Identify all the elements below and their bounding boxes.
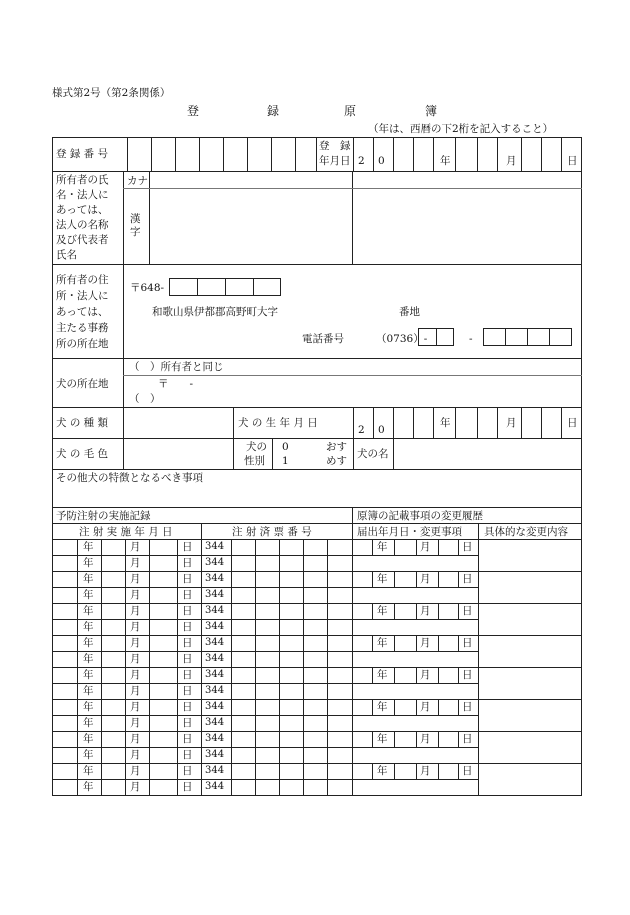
vaccination-month: 月 bbox=[130, 765, 141, 777]
male-option[interactable]: おす bbox=[326, 441, 347, 453]
grid-line bbox=[416, 603, 417, 619]
grid-line bbox=[372, 635, 373, 651]
town-name: 和歌山県伊都郡高野町大字 bbox=[152, 306, 278, 318]
address-label: あっては、 bbox=[56, 306, 109, 318]
vaccination-year: 年 bbox=[83, 669, 94, 681]
history-year: 年 bbox=[377, 669, 388, 681]
ticket-prefix: 344 bbox=[205, 653, 225, 664]
year-digit: 0 bbox=[378, 424, 385, 436]
vaccination-month: 月 bbox=[130, 781, 141, 793]
grid-line bbox=[52, 171, 582, 172]
grid-line bbox=[458, 635, 459, 651]
kanji-label: 漢 bbox=[130, 213, 141, 225]
grid-line bbox=[373, 137, 374, 171]
vaccination-day: 日 bbox=[182, 685, 193, 697]
grid-line bbox=[52, 358, 582, 359]
grid-line bbox=[372, 667, 373, 683]
year-digit: 0 bbox=[378, 155, 385, 167]
title-char: 録 bbox=[267, 104, 280, 118]
ticket-prefix: 344 bbox=[205, 605, 225, 616]
grid-line bbox=[175, 137, 176, 171]
grid-line bbox=[416, 571, 417, 587]
year-digit: 2 bbox=[358, 155, 365, 167]
grid-line bbox=[352, 619, 478, 620]
grid-line bbox=[478, 523, 479, 795]
grid-line bbox=[352, 747, 478, 748]
history-day: 日 bbox=[462, 573, 473, 585]
grid-line bbox=[352, 555, 478, 556]
grid-line bbox=[123, 171, 124, 264]
address-label: 主たる事務 bbox=[56, 322, 109, 334]
vaccination-day: 日 bbox=[182, 541, 193, 553]
ticket-prefix: 344 bbox=[205, 765, 225, 776]
grid-line bbox=[372, 539, 373, 555]
vaccination-day: 日 bbox=[182, 701, 193, 713]
grid-line bbox=[438, 731, 439, 747]
vaccination-month: 月 bbox=[130, 557, 141, 569]
grid-line bbox=[352, 779, 478, 780]
ticket-prefix: 344 bbox=[205, 589, 225, 600]
grid-line bbox=[201, 523, 202, 539]
vaccination-year: 年 bbox=[83, 685, 94, 697]
vaccination-year: 年 bbox=[83, 653, 94, 665]
grid-line bbox=[372, 731, 373, 747]
owner-label: 所有者の氏 bbox=[56, 174, 109, 186]
history-month: 月 bbox=[420, 669, 431, 681]
history-day: 日 bbox=[462, 701, 473, 713]
ticket-prefix: 344 bbox=[205, 541, 225, 552]
phone-label: 電話番号 bbox=[302, 333, 344, 345]
vaccination-month: 月 bbox=[130, 701, 141, 713]
vaccination-year: 年 bbox=[83, 573, 94, 585]
grid-line bbox=[413, 137, 414, 171]
year-digit: 2 bbox=[358, 424, 365, 436]
history-detail-header: 具体的な変更内容 bbox=[484, 526, 568, 538]
history-day: 日 bbox=[462, 605, 473, 617]
title-char: 簿 bbox=[425, 104, 438, 118]
grid-line bbox=[394, 731, 395, 747]
grid-line bbox=[541, 137, 542, 171]
owner-label: 氏名 bbox=[56, 249, 77, 261]
grid-line bbox=[372, 763, 373, 779]
grid-line bbox=[353, 137, 354, 171]
address-label: 所の所在地 bbox=[56, 338, 109, 350]
ticket-prefix: 344 bbox=[205, 749, 225, 760]
grid-line bbox=[477, 407, 478, 438]
history-month: 月 bbox=[420, 605, 431, 617]
form-border bbox=[52, 137, 53, 796]
vaccination-day: 日 bbox=[182, 749, 193, 761]
grid-line bbox=[497, 137, 498, 171]
grid-line bbox=[394, 539, 395, 555]
grid-line bbox=[52, 469, 582, 470]
form-border bbox=[581, 137, 582, 796]
month-unit: 月 bbox=[506, 155, 517, 167]
grid-line bbox=[394, 699, 395, 715]
female-option[interactable]: めす bbox=[326, 455, 347, 467]
history-month: 月 bbox=[420, 541, 431, 553]
grid-line bbox=[394, 635, 395, 651]
phone-dash: - bbox=[469, 333, 473, 345]
grid-line bbox=[353, 407, 354, 438]
vaccination-year: 年 bbox=[83, 557, 94, 569]
kana-label: カナ bbox=[127, 175, 148, 187]
grid-line bbox=[52, 747, 352, 748]
ticket-prefix: 344 bbox=[205, 669, 225, 680]
vaccination-year: 年 bbox=[83, 589, 94, 601]
ticket-prefix: 344 bbox=[205, 685, 225, 696]
vaccination-year: 年 bbox=[83, 733, 94, 745]
birth-date-label: 犬 の 生 年 月 日 bbox=[238, 417, 318, 429]
grid-line bbox=[438, 539, 439, 555]
grid-line bbox=[438, 667, 439, 683]
vaccination-month: 月 bbox=[130, 621, 141, 633]
vaccination-day: 日 bbox=[182, 573, 193, 585]
grid-line bbox=[393, 438, 394, 469]
grid-line bbox=[438, 571, 439, 587]
grid-line bbox=[438, 603, 439, 619]
grid-line bbox=[52, 555, 352, 556]
dog-postal: 〒 - bbox=[158, 378, 194, 390]
grid-line bbox=[52, 635, 582, 636]
grid-line bbox=[52, 438, 582, 439]
vaccination-month: 月 bbox=[130, 605, 141, 617]
grid-line bbox=[52, 619, 352, 620]
ticket-prefix: 344 bbox=[205, 621, 225, 632]
grid-line bbox=[455, 407, 456, 438]
grid-line bbox=[316, 137, 317, 171]
grid-line bbox=[52, 264, 582, 265]
grid-line bbox=[52, 407, 582, 408]
vaccination-day: 日 bbox=[182, 605, 193, 617]
vaccination-month: 月 bbox=[130, 685, 141, 697]
grid-line bbox=[458, 539, 459, 555]
owner-label: 法人の名称 bbox=[56, 219, 109, 231]
grid-line bbox=[561, 137, 562, 171]
grid-line bbox=[52, 731, 582, 732]
vaccination-day: 日 bbox=[182, 621, 193, 633]
dog-type-label: 犬 の 種 類 bbox=[56, 417, 109, 429]
history-section-label: 原簿の記載事項の変更履歴 bbox=[357, 510, 483, 522]
grid-line bbox=[52, 795, 582, 796]
grid-line bbox=[521, 137, 522, 171]
grid-line bbox=[295, 137, 296, 171]
phone-exchange-boxes[interactable] bbox=[418, 328, 454, 346]
male-code: 0 bbox=[282, 441, 289, 453]
grid-line bbox=[123, 264, 124, 358]
grid-line bbox=[199, 137, 200, 171]
year-unit: 年 bbox=[440, 417, 451, 429]
dog-name-label: 犬の名 bbox=[357, 448, 389, 460]
vaccination-year: 年 bbox=[83, 541, 94, 553]
dog-location-label: 犬の所在地 bbox=[56, 378, 109, 390]
vaccination-year: 年 bbox=[83, 765, 94, 777]
vaccination-month: 月 bbox=[130, 717, 141, 729]
vaccination-year: 年 bbox=[83, 621, 94, 633]
grid-line bbox=[52, 507, 582, 508]
history-day: 日 bbox=[462, 637, 473, 649]
banchi-label: 番地 bbox=[399, 306, 420, 318]
ticket-number-header: 注 射 済 票 番 号 bbox=[232, 526, 312, 538]
form-number: 様式第2号（第2条関係） bbox=[52, 87, 171, 99]
year-unit: 年 bbox=[440, 155, 451, 167]
month-unit: 月 bbox=[506, 417, 517, 429]
vaccination-day: 日 bbox=[182, 781, 193, 793]
grid-line bbox=[151, 137, 152, 171]
vaccination-day: 日 bbox=[182, 637, 193, 649]
title-char: 登 bbox=[187, 104, 200, 118]
vaccination-month: 月 bbox=[130, 733, 141, 745]
vaccination-month: 月 bbox=[130, 589, 141, 601]
grid-line bbox=[52, 539, 582, 540]
vaccination-day: 日 bbox=[182, 733, 193, 745]
grid-line bbox=[123, 358, 124, 407]
history-month: 月 bbox=[420, 733, 431, 745]
vaccination-month: 月 bbox=[130, 541, 141, 553]
history-month: 月 bbox=[420, 701, 431, 713]
grid-line bbox=[52, 683, 352, 684]
grid-line bbox=[52, 651, 352, 652]
vaccination-month: 月 bbox=[130, 637, 141, 649]
address-label: 所・法人に bbox=[56, 290, 109, 302]
grid-line bbox=[394, 763, 395, 779]
grid-line bbox=[52, 587, 352, 588]
history-year: 年 bbox=[377, 637, 388, 649]
grid-line bbox=[123, 375, 582, 376]
grid-line bbox=[225, 279, 226, 295]
address-label: 所有者の住 bbox=[56, 274, 109, 286]
grid-line bbox=[253, 279, 254, 295]
grid-line bbox=[394, 571, 395, 587]
form-border bbox=[52, 137, 582, 138]
vaccination-year: 年 bbox=[83, 637, 94, 649]
grid-line bbox=[52, 715, 352, 716]
grid-line bbox=[372, 571, 373, 587]
vaccination-year: 年 bbox=[83, 781, 94, 793]
grid-line bbox=[352, 171, 353, 264]
features-label: その他犬の特徴となるべき事項 bbox=[56, 472, 203, 484]
vaccination-month: 月 bbox=[130, 573, 141, 585]
grid-line bbox=[394, 667, 395, 683]
ticket-prefix: 344 bbox=[205, 637, 225, 648]
grid-line bbox=[123, 438, 124, 469]
registration-date-label: 年月日 bbox=[319, 155, 351, 167]
grid-line bbox=[458, 699, 459, 715]
history-year: 年 bbox=[377, 701, 388, 713]
day-unit: 日 bbox=[567, 155, 578, 167]
grid-line bbox=[458, 763, 459, 779]
grid-line bbox=[458, 571, 459, 587]
grid-line bbox=[52, 523, 582, 524]
grid-line bbox=[352, 715, 478, 716]
ticket-prefix: 344 bbox=[205, 733, 225, 744]
postal-prefix: 〒648- bbox=[130, 282, 165, 294]
owner-label: 名・法人に bbox=[56, 189, 109, 201]
grid-line bbox=[561, 407, 562, 438]
history-month: 月 bbox=[420, 637, 431, 649]
history-day: 日 bbox=[462, 669, 473, 681]
vaccination-month: 月 bbox=[130, 749, 141, 761]
grid-line bbox=[372, 603, 373, 619]
grid-line bbox=[127, 137, 128, 171]
vaccination-day: 日 bbox=[182, 717, 193, 729]
grid-line bbox=[477, 137, 478, 171]
grid-line bbox=[373, 407, 374, 438]
vaccination-day: 日 bbox=[182, 765, 193, 777]
ticket-prefix: 344 bbox=[205, 557, 225, 568]
kanji-label: 字 bbox=[130, 226, 141, 238]
grid-line bbox=[438, 699, 439, 715]
grid-line bbox=[223, 137, 224, 171]
vaccination-year: 年 bbox=[83, 749, 94, 761]
grid-line bbox=[52, 603, 582, 604]
grid-line bbox=[455, 137, 456, 171]
history-year: 年 bbox=[377, 541, 388, 553]
ticket-prefix: 344 bbox=[205, 701, 225, 712]
grid-line bbox=[438, 763, 439, 779]
vaccination-section-label: 予防注射の実施記録 bbox=[56, 510, 151, 522]
vaccination-month: 月 bbox=[130, 669, 141, 681]
postal-code-boxes[interactable] bbox=[169, 278, 281, 296]
grid-line bbox=[413, 407, 414, 438]
sex-label: 性別 bbox=[244, 455, 265, 467]
grid-line bbox=[352, 683, 478, 684]
grid-line bbox=[433, 137, 434, 171]
grid-line bbox=[197, 279, 198, 295]
vaccination-year: 年 bbox=[83, 701, 94, 713]
title-char: 原 bbox=[344, 104, 357, 118]
grid-line bbox=[52, 699, 582, 700]
grid-line bbox=[52, 571, 582, 572]
grid-line bbox=[549, 329, 550, 345]
owner-label: 及び代表者 bbox=[56, 234, 109, 246]
vaccination-year: 年 bbox=[83, 717, 94, 729]
grid-line bbox=[123, 407, 124, 438]
grid-line bbox=[521, 407, 522, 438]
phone-number-boxes[interactable] bbox=[483, 328, 572, 346]
grid-line bbox=[541, 407, 542, 438]
grid-line bbox=[393, 137, 394, 171]
sex-label: 犬の bbox=[246, 441, 267, 453]
registration-date-label: 登 録 bbox=[319, 140, 351, 152]
history-year: 年 bbox=[377, 765, 388, 777]
grid-line bbox=[52, 667, 582, 668]
grid-line bbox=[416, 635, 417, 651]
vaccination-date-header: 注 射 実 施 年 月 日 bbox=[79, 526, 173, 538]
grid-line bbox=[393, 407, 394, 438]
grid-line bbox=[52, 779, 352, 780]
history-month: 月 bbox=[420, 573, 431, 585]
grid-line bbox=[458, 731, 459, 747]
grid-line bbox=[416, 539, 417, 555]
ticket-prefix: 344 bbox=[205, 781, 225, 792]
owner-label: あっては、 bbox=[56, 204, 109, 216]
history-month: 月 bbox=[420, 765, 431, 777]
grid-line bbox=[416, 731, 417, 747]
vaccination-day: 日 bbox=[182, 557, 193, 569]
grid-line bbox=[123, 188, 582, 189]
vaccination-day: 日 bbox=[182, 669, 193, 681]
vaccination-day: 日 bbox=[182, 653, 193, 665]
grid-line bbox=[416, 699, 417, 715]
coat-label: 犬 の 毛 色 bbox=[56, 448, 109, 460]
grid-line bbox=[352, 651, 478, 652]
grid-line bbox=[233, 407, 234, 438]
history-day: 日 bbox=[462, 541, 473, 553]
grid-line bbox=[416, 763, 417, 779]
grid-line bbox=[497, 407, 498, 438]
ticket-prefix: 344 bbox=[205, 717, 225, 728]
grid-line bbox=[394, 603, 395, 619]
registration-number-label: 登 録 番 号 bbox=[56, 148, 109, 160]
grid-line bbox=[272, 438, 273, 469]
grid-line bbox=[527, 329, 528, 345]
vaccination-month: 月 bbox=[130, 653, 141, 665]
grid-line bbox=[352, 587, 478, 588]
year-note: （年は、西暦の下2桁を記入すること） bbox=[368, 123, 554, 135]
dog-location-paren: （ ） bbox=[129, 393, 161, 405]
grid-line bbox=[436, 329, 437, 345]
grid-line bbox=[233, 438, 234, 469]
history-date-header: 届出年月日・変更事項 bbox=[357, 526, 462, 538]
grid-line bbox=[505, 329, 506, 345]
history-day: 日 bbox=[462, 733, 473, 745]
grid-line bbox=[271, 137, 272, 171]
grid-line bbox=[458, 603, 459, 619]
grid-line bbox=[52, 763, 582, 764]
history-year: 年 bbox=[377, 605, 388, 617]
history-year: 年 bbox=[377, 573, 388, 585]
grid-line bbox=[458, 667, 459, 683]
grid-line bbox=[353, 438, 354, 469]
grid-line bbox=[149, 171, 150, 264]
grid-line bbox=[247, 137, 248, 171]
same-as-owner-option[interactable]: （ ）所有者と同じ bbox=[129, 361, 224, 373]
grid-line bbox=[372, 699, 373, 715]
history-day: 日 bbox=[462, 765, 473, 777]
day-unit: 日 bbox=[567, 417, 578, 429]
ticket-prefix: 344 bbox=[205, 573, 225, 584]
grid-line bbox=[438, 635, 439, 651]
vaccination-day: 日 bbox=[182, 589, 193, 601]
history-year: 年 bbox=[377, 733, 388, 745]
grid-line bbox=[433, 407, 434, 438]
vaccination-year: 年 bbox=[83, 605, 94, 617]
area-code: （0736）- bbox=[376, 333, 428, 345]
female-code: 1 bbox=[282, 455, 289, 467]
grid-line bbox=[416, 667, 417, 683]
